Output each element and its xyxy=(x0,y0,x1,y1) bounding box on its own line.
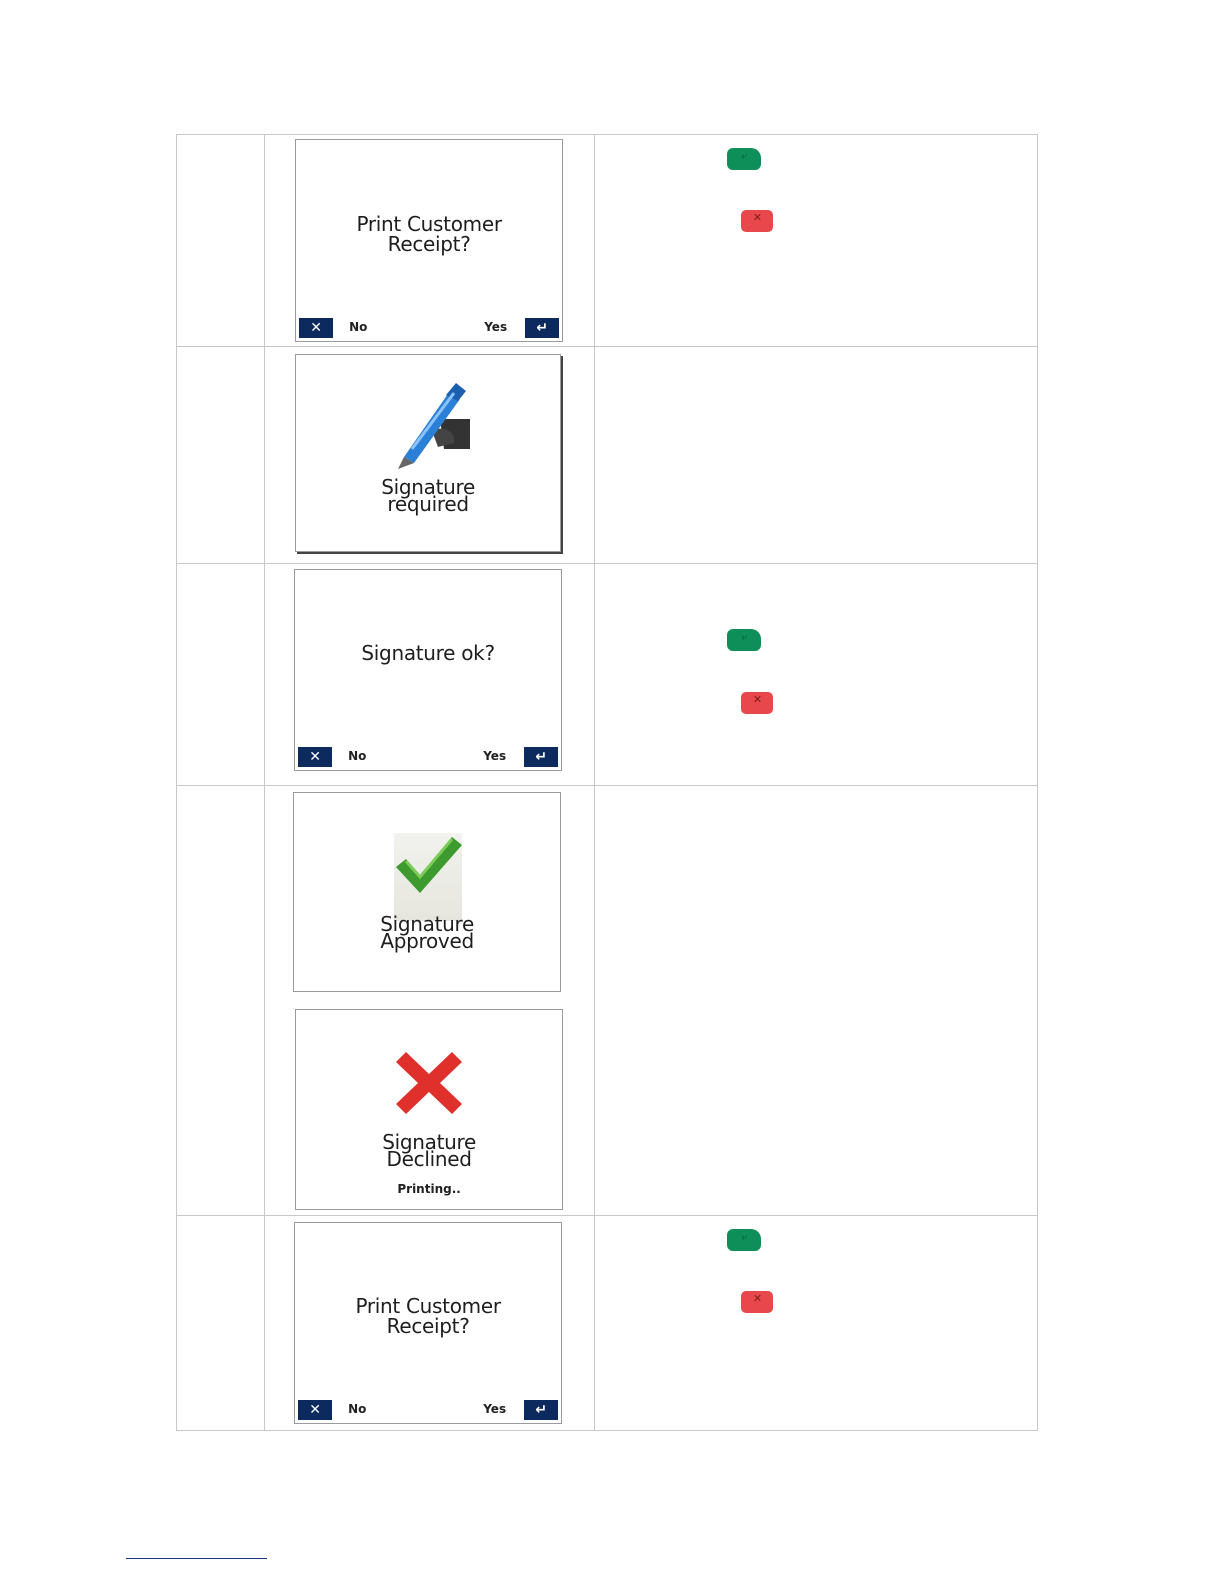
footnote-separator xyxy=(126,1558,267,1559)
step-cell xyxy=(177,1216,265,1431)
table-row xyxy=(177,786,1038,1216)
table-row xyxy=(177,564,1038,786)
screen-cell xyxy=(265,135,595,347)
screen-line-2: required xyxy=(387,492,469,516)
screen-cell xyxy=(265,786,595,1216)
cancel-icon: ✕ xyxy=(309,749,321,765)
terminal-screen-print-receipt xyxy=(294,1222,562,1424)
screen-line-1: Signature xyxy=(380,912,474,936)
screen-line-1: Print Customer xyxy=(355,1294,501,1318)
printing-status: Printing.. xyxy=(397,1182,461,1196)
green-enter-key-icon: ⤶ xyxy=(727,148,761,170)
screen-line-1: Signature xyxy=(382,1130,476,1154)
green-enter-key-icon: ⤶ xyxy=(727,629,761,651)
screen-line-1: Signature ok? xyxy=(361,641,495,665)
cancel-icon: ✕ xyxy=(310,320,322,336)
enter-icon: ↵ xyxy=(535,749,547,765)
screen-line-1: Print Customer xyxy=(356,212,502,236)
screen-line-1: Signature xyxy=(381,475,475,499)
terminal-screen-print-receipt xyxy=(295,139,563,342)
screen-message xyxy=(295,1296,561,1336)
description-cell xyxy=(595,564,1038,786)
screen-message xyxy=(294,912,560,953)
pen-signature-icon xyxy=(384,379,484,469)
red-cancel-key-icon: ✕ xyxy=(741,1291,773,1313)
description-cell xyxy=(595,1216,1038,1431)
screen-line-2: Receipt? xyxy=(386,1314,470,1338)
screen-line-2: Receipt? xyxy=(387,232,471,256)
yes-label: Yes xyxy=(483,749,507,763)
cancel-softkey[interactable] xyxy=(299,318,333,338)
screen-line-2: Declined xyxy=(386,1147,472,1171)
table-row xyxy=(177,1216,1038,1431)
yes-label: Yes xyxy=(484,320,508,334)
description-cell xyxy=(595,786,1038,1216)
red-cancel-key-icon: ✕ xyxy=(741,692,773,714)
screen-message xyxy=(296,475,560,516)
terminal-screen-signature-required xyxy=(295,354,561,552)
table-row xyxy=(177,347,1038,564)
terminal-screen-signature-ok xyxy=(294,569,562,771)
step-cell xyxy=(177,786,265,1216)
description-cell xyxy=(595,135,1038,347)
green-enter-key-icon: ⤶ xyxy=(727,1229,761,1251)
screen-cell xyxy=(265,564,595,786)
cancel-icon: ✕ xyxy=(309,1402,321,1418)
cancel-softkey[interactable] xyxy=(298,747,332,767)
no-label: No xyxy=(348,749,367,763)
terminal-screen-signature-approved xyxy=(293,792,561,992)
screen-message xyxy=(296,214,562,254)
screen-cell xyxy=(265,347,595,564)
enter-icon: ↵ xyxy=(535,1402,547,1418)
enter-softkey[interactable] xyxy=(524,747,558,767)
yes-label: Yes xyxy=(483,1402,507,1416)
softkey-bar xyxy=(298,1400,558,1420)
screen-message xyxy=(295,643,561,663)
softkey-bar xyxy=(299,318,559,338)
red-cancel-key-icon: ✕ xyxy=(741,210,773,232)
description-cell xyxy=(595,347,1038,564)
enter-softkey[interactable] xyxy=(524,1400,558,1420)
screen-message xyxy=(296,1130,562,1171)
green-checkmark-icon xyxy=(392,833,464,897)
step-cell xyxy=(177,564,265,786)
step-cell xyxy=(177,347,265,564)
screen-line-2: Approved xyxy=(380,929,474,953)
step-cell xyxy=(177,135,265,347)
procedure-table xyxy=(176,134,1038,1431)
terminal-screen-signature-declined xyxy=(295,1009,563,1210)
enter-icon: ↵ xyxy=(536,320,548,336)
softkey-bar xyxy=(298,747,558,767)
table-row xyxy=(177,135,1038,347)
cancel-softkey[interactable] xyxy=(298,1400,332,1420)
enter-softkey[interactable] xyxy=(525,318,559,338)
red-x-icon xyxy=(394,1050,464,1116)
no-label: No xyxy=(348,1402,367,1416)
no-label: No xyxy=(349,320,368,334)
screen-cell xyxy=(265,1216,595,1431)
